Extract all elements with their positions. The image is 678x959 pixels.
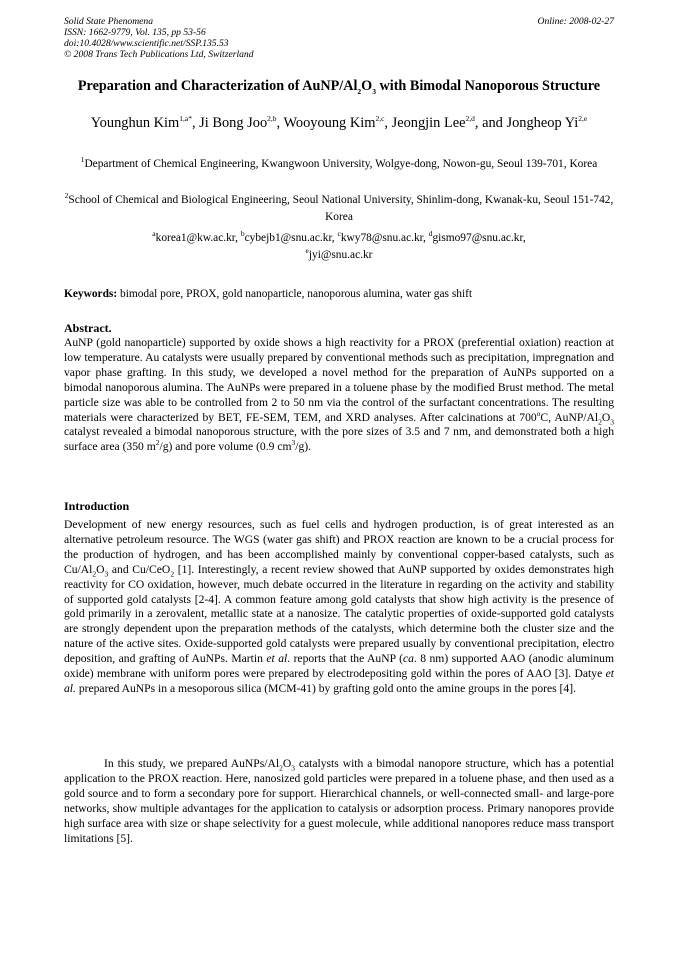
author-affil: 2,e [578, 114, 588, 124]
email-marker: e [305, 245, 309, 255]
copyright-line: © 2008 Trans Tech Publications Ltd, Switzerland [64, 49, 254, 60]
intro-text: . reports that the AuNP ( [287, 652, 403, 666]
introduction-paragraph-1 [64, 518, 614, 697]
email-address: jyi@snu.ac.kr [308, 248, 373, 261]
italic-text: et al [266, 652, 288, 666]
author-affil: 2,d [465, 114, 475, 124]
degree-sup: o [536, 408, 541, 418]
email-address: gismo97@snu.ac.kr, [432, 232, 526, 244]
author-affil: 2,c [375, 114, 385, 124]
email-address: korea1@kw.ac.kr, [155, 232, 241, 244]
abstract-heading: Abstract. [64, 321, 112, 335]
affiliation-number: 2 [64, 191, 69, 201]
abstract-text: catalyst revealed a bimodal nanoporous structure, with the pore sizes of 3.5 and 7 nm, and demonstrated both a high surface area (350 m [64, 425, 614, 454]
author-name: , Jeongjin Lee [384, 115, 466, 131]
title-part: with Bimodal Nanoporous Structure [375, 78, 601, 94]
title-sub: 2 [357, 86, 362, 96]
italic-text: ca [402, 652, 414, 666]
intro-text: catalysts with a bimodal nanopore structure, which has a potential application to the PROX reaction. Here, nanosized gold particles were prepared in a toluene phase, and then used as a gold source and to form a secondary pore for support. Hierarchical channels, or well-connected small- and large-pore networks, show multiple advantages for the application to catalysis or adsorption process. Primary nanopores provide high surface area with size or shape selectivity for a guest molecule, while additional nanopores reduce mass transport limitations [5]. [64, 757, 614, 845]
email-address: cybejb1@snu.ac.kr, [244, 232, 338, 244]
intro-text: Development of new energy resources, such as fuel cells and hydrogen production, is of great interested as an alternative petroleum resource. The WGS (water gas shift) and PROX reaction are known to be a crucial process for the production of hydrogen, and has been accomplished mainly by conventional copper-based catalysts, such as Cu/Al [64, 518, 614, 576]
introduction-heading: Introduction [64, 499, 130, 513]
email-address: kwy78@snu.ac.kr, [340, 232, 429, 244]
intro-text: . 8 nm) supported AAO (anodic aluminum oxide) membrane with uniform pores were prepared by electrodepositing gold within the pores of AAO [3]. Datye [64, 652, 614, 681]
abstract-text: O [601, 410, 611, 424]
journal-name: Solid State Phenomena [64, 16, 153, 27]
keywords-line [64, 287, 614, 301]
introduction-paragraph-2 [64, 757, 614, 846]
paper-title [64, 78, 614, 96]
intro-text: and Cu/CeO [108, 562, 171, 576]
journal-header [64, 16, 614, 60]
author-name: , Ji Bong Joo [191, 115, 268, 131]
formula-sub: 3 [610, 416, 614, 426]
formula-sub: 2 [279, 763, 283, 773]
email-list [64, 230, 614, 263]
abstract-paragraph [64, 336, 614, 455]
affiliation-text: School of Chemical and Biological Engineering, Seoul National University, Shinlim-dong, Kwanak-ku, Seoul 151-742, Korea [68, 194, 614, 223]
affiliation-number: 1 [80, 155, 85, 165]
abstract-text: AuNP (gold nanoparticle) supported by oxide shows a high reactivity for a PROX (preferential oxiation) reaction at low temperature. Au catalysts were usually prepared by conventional methods such as precipitation, impregnation and vapor phase grafting. In this study, we developed a novel method for the preparation of AuNPs supported on a bimodal nanoporous alumina. The AuNPs were prepared in a toluene phase by the modified Brust method. The metal particle size was able to be controlled from 2 to 50 nm via the control of the surfactant concentrations. The resulting materials were characterized by BET, FE-SEM, TEM, and XRD analyses. After calcinations at 700 [64, 336, 614, 424]
formula-sub: 3 [291, 763, 295, 773]
formula-sub: 2 [92, 569, 97, 579]
title-sub: 3 [372, 86, 376, 96]
unit-sup: 2 [155, 438, 160, 448]
italic-text: et al. [64, 667, 614, 695]
affiliation-2 [64, 192, 614, 225]
intro-text: prepared AuNPs in a mesoporous silica (MCM-41) by grafting gold onto the amine groups in the pores [4]. [75, 681, 576, 695]
abstract-text: /g). [295, 440, 312, 454]
intro-text: [1]. Interestingly, a recent review showed that AuNP supported by oxides demonstrates high reactivity for CO oxidation, however, much debate occurred in the literature in regarding on the activity and stability of supported gold catalysts [2-4]. A common feature among gold catalysts that show high activity is the presence of gold primarily in a zerovalent, metallic state at a nanosize. The catalytic properties of oxide-supported gold catalysts are strongly dependent upon the preparation methods of the catalysts, which determine both the cluster size and the nature of the active sites. Oxide-supported gold catalysts were prepared usually by conventional precipitation, electro deposition, and grafting of AuNPs. Martin [64, 562, 614, 666]
author-affil: 2,b [267, 114, 277, 124]
author-name: , Wooyoung Kim [276, 115, 376, 131]
abstract-text: C, AuNP/Al [540, 410, 599, 424]
author-name: Younghun Kim [90, 115, 180, 131]
unit-sup: 3 [291, 438, 296, 448]
email-marker: d [428, 229, 433, 239]
keywords-label: Keywords: [64, 288, 118, 300]
issn-line: ISSN: 1662-9779, Vol. 135, pp 53-56 [64, 27, 206, 38]
author-affil: 1,a* [179, 114, 192, 124]
formula-sub: 2 [170, 569, 175, 579]
online-date: Online: 2008-02-27 [537, 16, 614, 27]
abstract-text: /g) and pore volume (0.9 cm [159, 440, 292, 454]
author-name: , and Jongheop Yi [474, 115, 579, 131]
email-marker: b [240, 229, 245, 239]
intro-text: O [96, 562, 105, 576]
keywords-text: bimodal pore, PROX, gold nanoparticle, nanoporous alumina, water gas shift [117, 288, 473, 300]
author-list [64, 115, 614, 132]
intro-text: In this study, we prepared AuNPs/Al [104, 757, 280, 770]
affiliation-text: Department of Chemical Engineering, Kwangwoon University, Wolgye-dong, Nowon-gu, Seoul 139-701, Korea [84, 158, 598, 170]
affiliation-1 [64, 156, 614, 173]
formula-sub: 2 [598, 416, 602, 426]
title-part: Preparation and Characterization of AuNP/Al [77, 78, 358, 94]
doi-line: doi:10.4028/www.scientific.net/SSP.135.53 [64, 38, 229, 49]
email-marker: c [337, 229, 341, 239]
formula-sub: 3 [104, 569, 109, 579]
title-part: O [361, 78, 373, 94]
intro-text: O [282, 757, 292, 770]
email-marker: a [152, 229, 156, 239]
